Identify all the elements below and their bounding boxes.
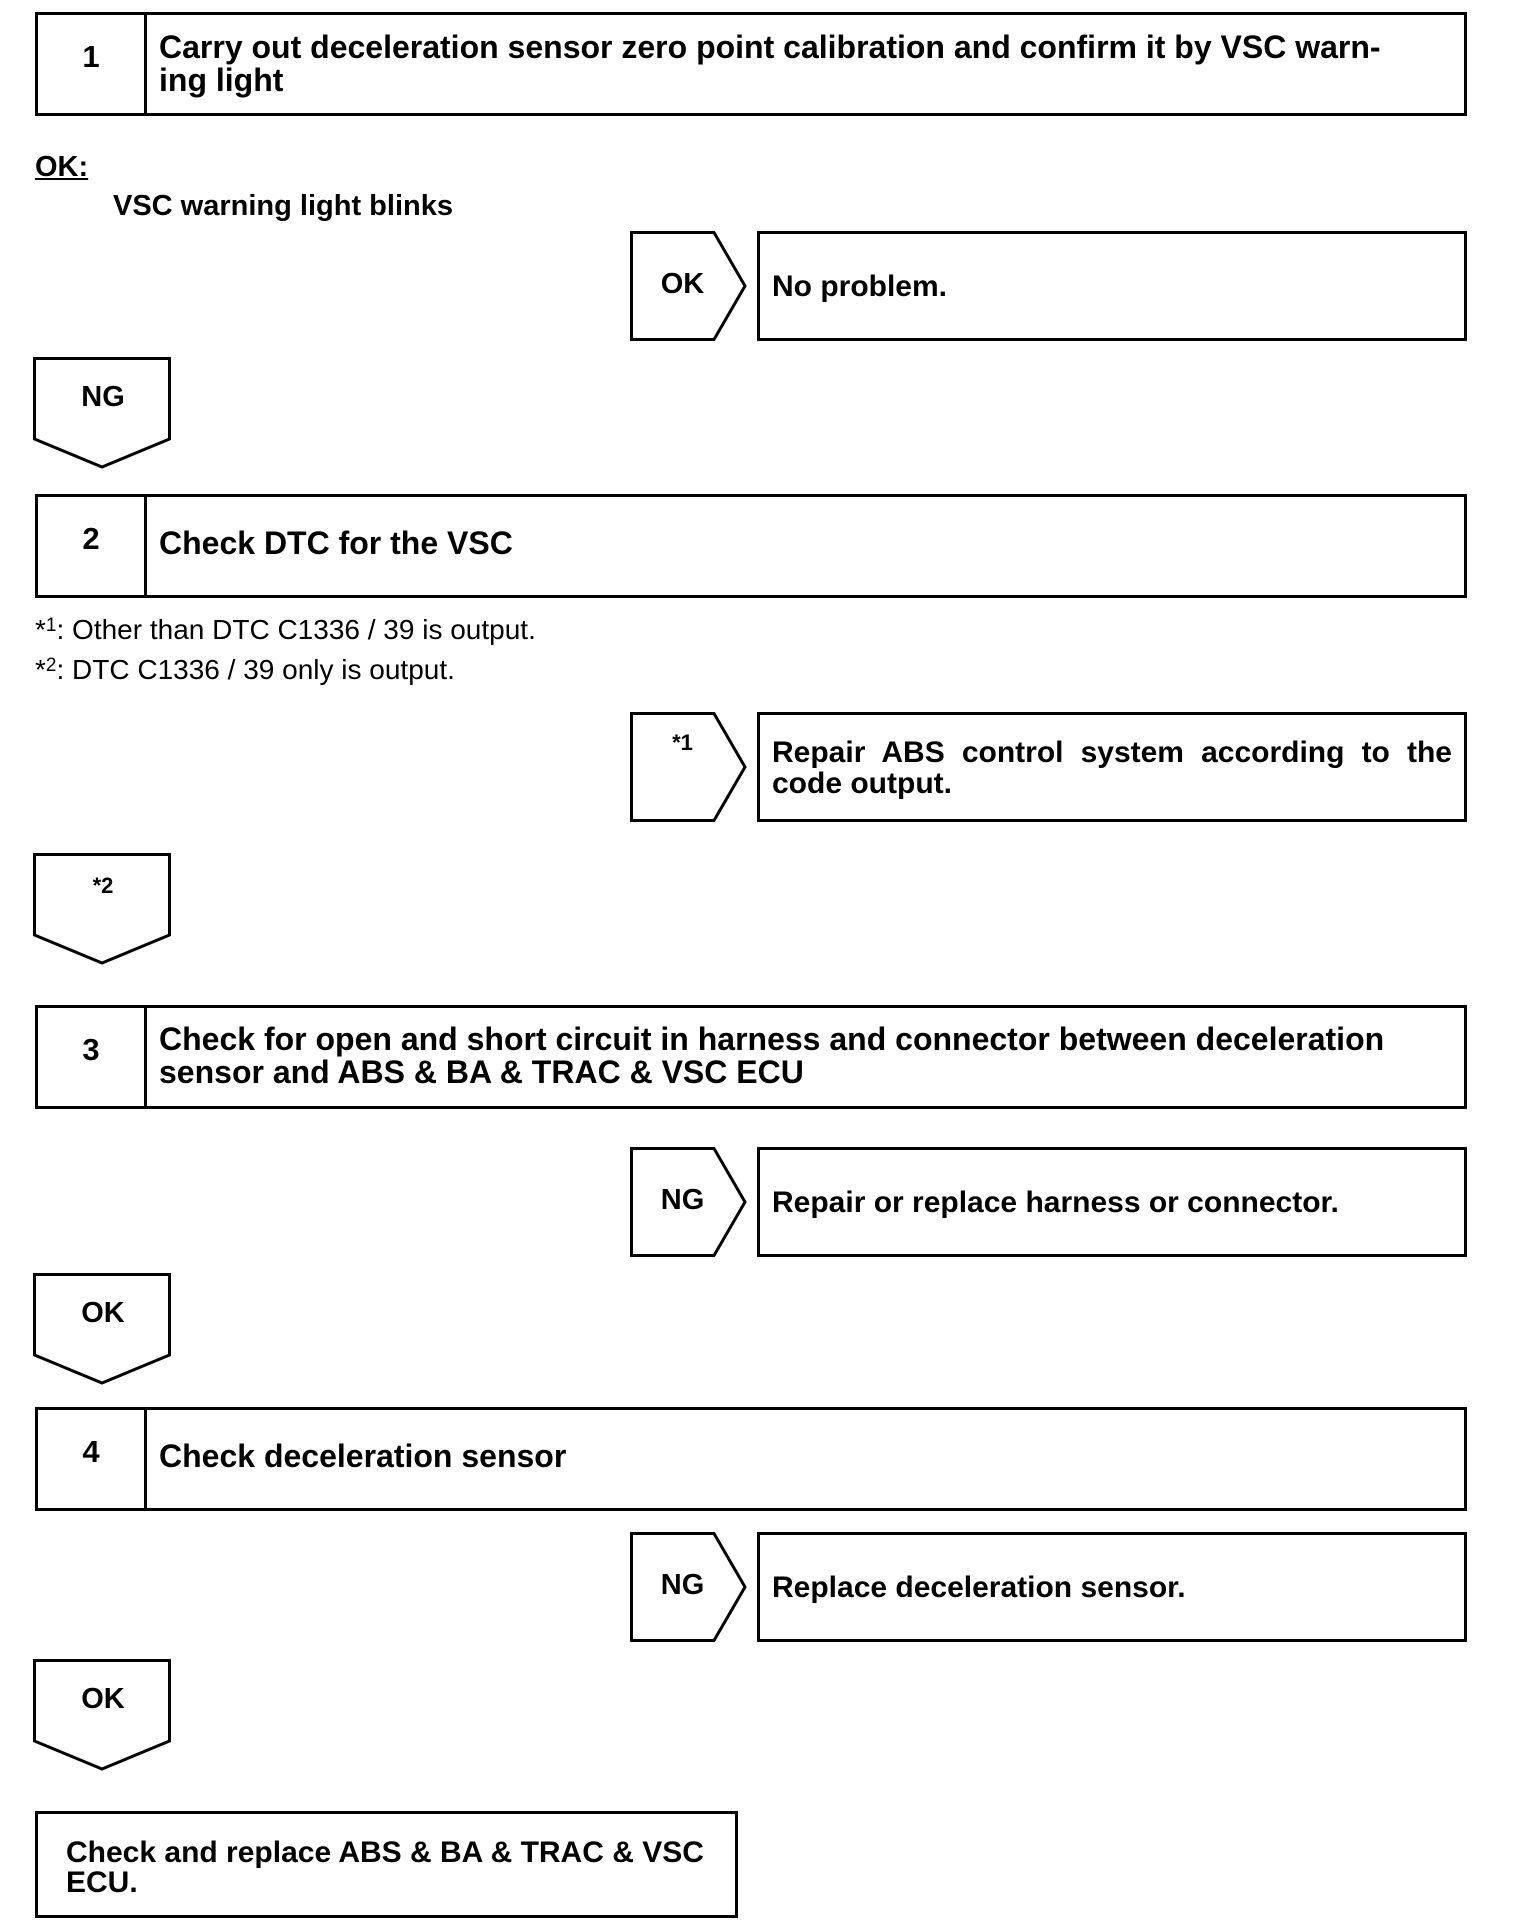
step-number: 3 bbox=[38, 1008, 147, 1106]
branch-label: NG bbox=[660, 1568, 705, 1601]
step-title: Check DTC for the VSC bbox=[159, 524, 513, 561]
flow-arrow-ok bbox=[33, 1659, 173, 1774]
step-2-box bbox=[35, 494, 1467, 598]
branch-label: *1 bbox=[672, 730, 693, 755]
step-title: Check for open and short circuit in harness and connector between deceleration sensor and ABS & BA & TRAC & VSC ECU bbox=[159, 1021, 1385, 1090]
note-mark: * bbox=[35, 614, 46, 645]
result-box: No problem. bbox=[757, 231, 1467, 341]
flow-arrow-ok bbox=[33, 1273, 173, 1388]
result-box: Repair or replace harness or connector. bbox=[757, 1147, 1467, 1257]
step-3-box bbox=[35, 1005, 1467, 1109]
branch-label: NG bbox=[660, 1183, 705, 1216]
note-text: : DTC C1336 / 39 only is output. bbox=[56, 654, 455, 685]
flow-label: OK bbox=[81, 1682, 125, 1715]
flow-label: OK bbox=[81, 1296, 125, 1329]
flow-label: *2 bbox=[92, 873, 114, 898]
branch-label: OK bbox=[660, 267, 705, 300]
step-title: Check deceleration sensor bbox=[159, 1437, 567, 1474]
step-4-box bbox=[35, 1407, 1467, 1511]
branch-arrow-ng bbox=[630, 1532, 750, 1642]
step-1-box bbox=[35, 12, 1467, 116]
note-mark: * bbox=[35, 654, 46, 685]
flow-arrow-ng bbox=[33, 357, 173, 472]
note-2 bbox=[35, 654, 455, 686]
flow-label: NG bbox=[81, 380, 125, 413]
branch-arrow-ng bbox=[630, 1147, 750, 1257]
step-title: Carry out deceleration sensor zero point calibration and confirm it by VSC warn- ing light bbox=[159, 29, 1381, 98]
final-action-box: Check and replace ABS & BA & TRAC & VSC ECU. bbox=[35, 1811, 738, 1918]
ok-criteria-heading: OK: bbox=[35, 151, 89, 183]
branch-arrow-star1 bbox=[630, 712, 750, 822]
note-text: : Other than DTC C1336 / 39 is output. bbox=[56, 614, 536, 645]
ok-criteria-text: VSC warning light blinks bbox=[113, 190, 453, 222]
flow-arrow-star2 bbox=[33, 853, 173, 968]
step-number: 2 bbox=[38, 497, 147, 595]
step-number: 4 bbox=[38, 1410, 147, 1508]
result-box: Repair ABS control system according to the code output. bbox=[757, 712, 1467, 822]
note-sup: 2 bbox=[45, 655, 57, 676]
note-sup: 1 bbox=[45, 615, 57, 636]
note-1 bbox=[35, 614, 536, 646]
result-box: Replace deceleration sensor. bbox=[757, 1532, 1467, 1642]
branch-arrow-ok bbox=[630, 231, 750, 341]
step-number: 1 bbox=[38, 15, 147, 113]
